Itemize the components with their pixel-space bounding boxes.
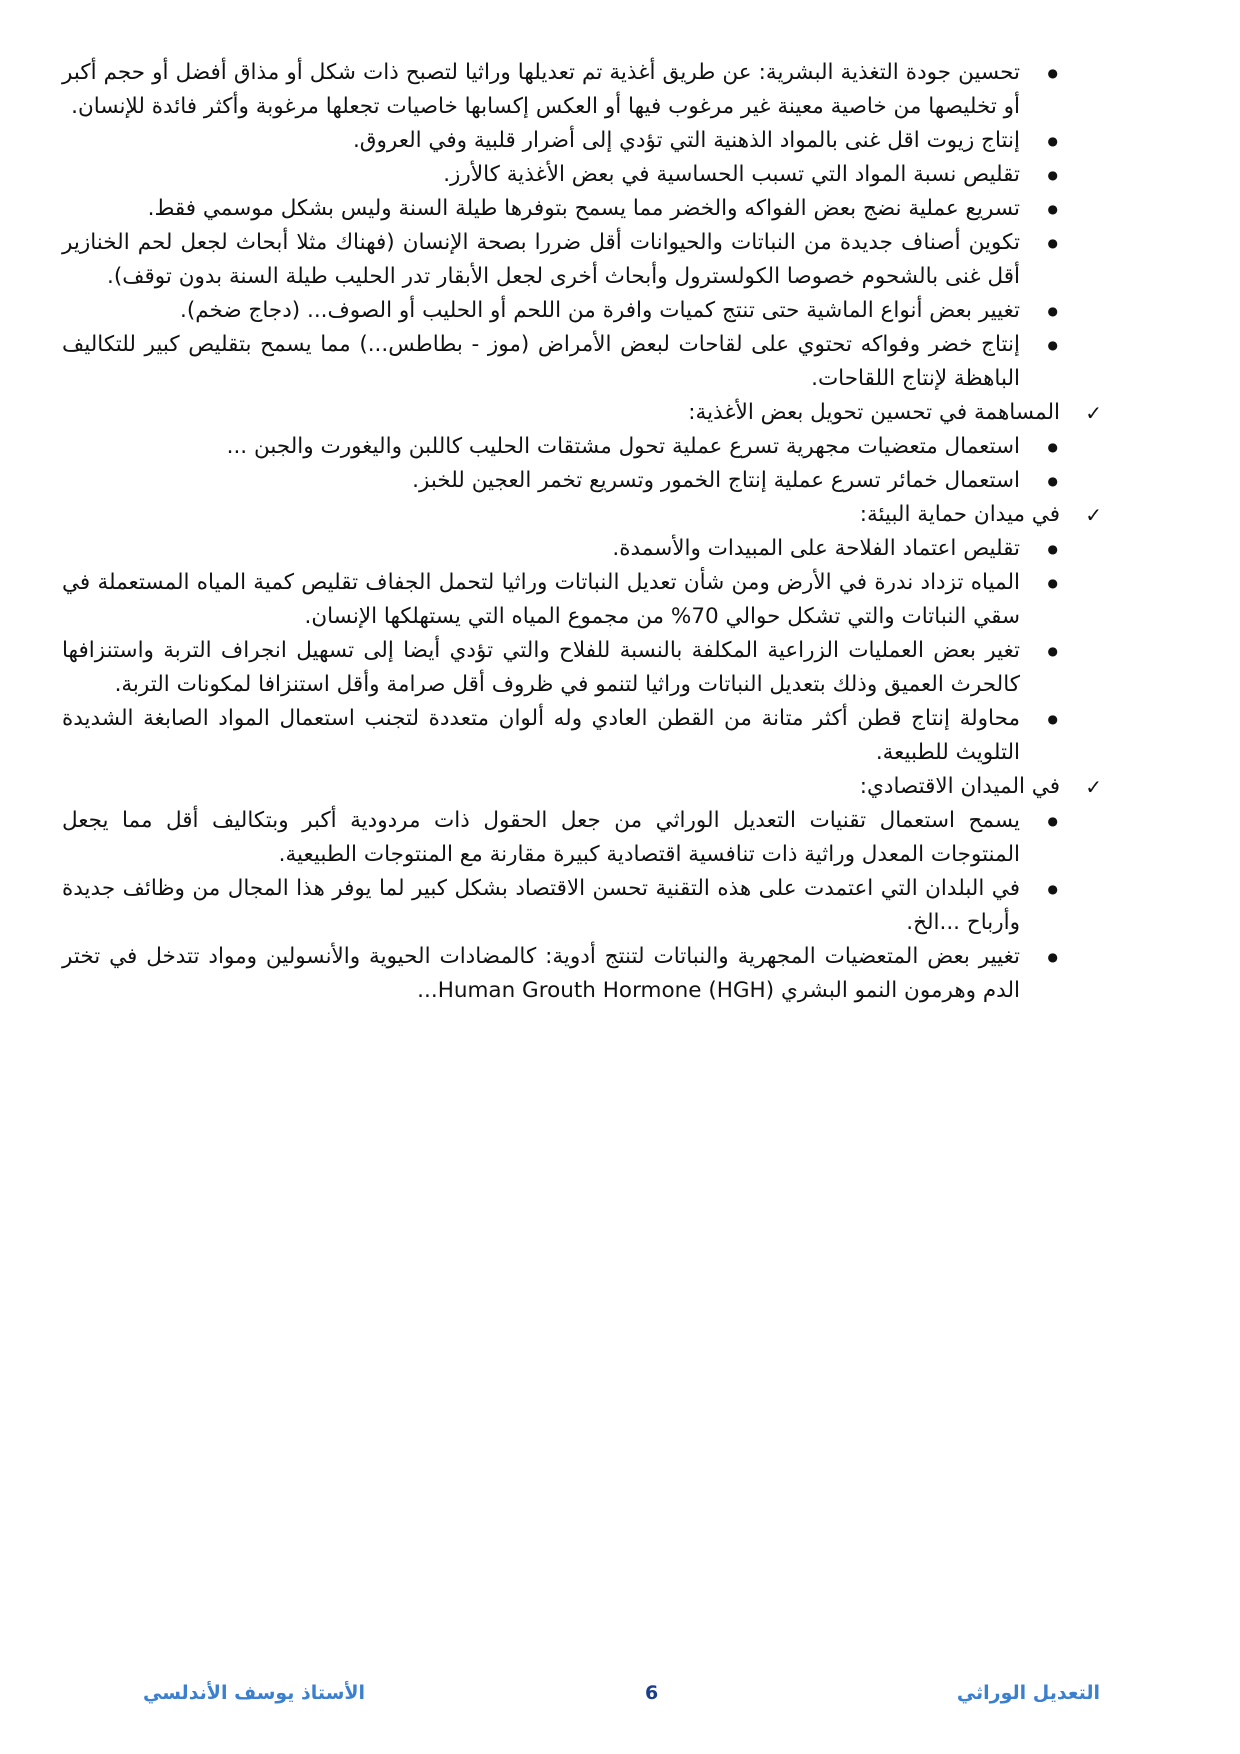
section-economy xyxy=(62,770,1102,1008)
footer-author: الأستاذ يوسف الأندلسي xyxy=(143,1682,366,1704)
list-item: ● إنتاج زيوت اقل غنى بالمواد الذهنية التي تؤدي إلى أضرار قلبية وفي العروق. xyxy=(62,124,1062,158)
list-item: ● يسمح استعمال تقنيات التعديل الوراثي من جعل الحقول ذات مردودية أكبر وبتكاليف أقل مما يجعل المنتوجات المعدل وراثية ذات تنافسية اقتصادية كبيرة مقارنة مع المنتوجات الطبيعية. xyxy=(62,804,1062,872)
list-item: ● استعمال متعضيات مجهرية تسرع عملية تحول مشتقات الحليب كاللبن واليغورت والجبن ... xyxy=(62,430,1062,464)
environment-bullet-list xyxy=(62,532,1062,770)
food-bullet-list xyxy=(62,430,1062,498)
list-item: ● تغيير بعض المتعضيات المجهرية والنباتات لتنتج أدوية: كالمضادات الحيوية والأنسولين ومواد تتدخل في تختر الدم وهرمون النمو البشري Human Grouth Hormone (HGH)... xyxy=(62,940,1062,1008)
section-heading-text: في ميدان حماية البيئة: xyxy=(859,502,1060,527)
list-item: ● تحسين جودة التغذية البشرية: عن طريق أغذية تم تعديلها وراثيا لتصبح ذات شكل أو مذاق أفضل أو حجم أكبر أو تخليصها من خاصية معينة غير مرغوب فيها أو العكس إكسابها خاصيات تجعلها مرغوبة وأكثر فائدة للإنسان. xyxy=(62,56,1062,124)
page-content xyxy=(62,56,1102,1008)
list-item: ● تغير بعض العمليات الزراعية المكلفة بالنسبة للفلاح والتي تؤدي أيضا إلى تسهيل انجراف التربة واستنزافها كالحرث العميق وذلك بتعديل النباتات وراثيا لتنمو في ظروف أقل صرامة وأقل استنزافا لمكونات التربة. xyxy=(62,634,1062,702)
list-item: ● تغيير بعض أنواع الماشية حتى تنتج كميات وافرة من اللحم أو الحليب أو الصوف... (دجاج ضخم). xyxy=(62,294,1062,328)
top-bullet-list xyxy=(62,56,1062,396)
list-item: ● إنتاج خضر وفواكه تحتوي على لقاحات لبعض الأمراض (موز - بطاطس...) مما يسمح بتقليص كبير للتكاليف الباهظة لإنتاج اللقاحات. xyxy=(62,328,1062,396)
footer-title: التعديل الوراثي xyxy=(956,1682,1100,1704)
section-heading xyxy=(62,770,1102,804)
page-footer xyxy=(0,1682,1240,1712)
list-item: ● محاولة إنتاج قطن أكثر متانة من القطن العادي وله ألوان متعددة لتجنب استعمال المواد الصابغة الشديدة التلويث للطبيعة. xyxy=(62,702,1062,770)
economy-bullet-list xyxy=(62,804,1062,1008)
section-heading xyxy=(62,498,1102,532)
checkmark-icon: ✓ xyxy=(1085,775,1102,799)
list-item: ● المياه تزداد ندرة في الأرض ومن شأن تعديل النباتات وراثيا لتحمل الجفاف تقليص كمية المياه المستعملة في سقي النباتات والتي تشكل حوالي 70% من مجموع المياه التي يستهلكها الإنسان. xyxy=(62,566,1062,634)
page-number: 6 xyxy=(645,1682,659,1704)
list-item: ● تكوين أصناف جديدة من النباتات والحيوانات أقل ضررا بصحة الإنسان (فهناك مثلا أبحاث لجعل لحم الخنازير أقل غنى بالشحوم خصوصا الكولسترول وأبحاث أخرى لجعل الأبقار تدر الحليب طيلة السنة بدون توقف). xyxy=(62,226,1062,294)
section-heading-text: في الميدان الاقتصادي: xyxy=(859,774,1060,799)
section-heading-text: المساهمة في تحسين تحويل بعض الأغذية: xyxy=(688,400,1060,425)
list-item: ● تقليص اعتماد الفلاحة على المبيدات والأسمدة. xyxy=(62,532,1062,566)
checkmark-icon: ✓ xyxy=(1085,401,1102,425)
list-item: ● تسريع عملية نضج بعض الفواكه والخضر مما يسمح بتوفرها طيلة السنة وليس بشكل موسمي فقط. xyxy=(62,192,1062,226)
list-item: ● في البلدان التي اعتمدت على هذه التقنية تحسن الاقتصاد بشكل كبير لما يوفر هذا المجال من وظائف جديدة وأرباح ...الخ. xyxy=(62,872,1062,940)
section-food-processing xyxy=(62,396,1102,498)
list-item: ● استعمال خمائر تسرع عملية إنتاج الخمور وتسريع تخمر العجين للخبز. xyxy=(62,464,1062,498)
list-item: ● تقليص نسبة المواد التي تسبب الحساسية في بعض الأغذية كالأرز. xyxy=(62,158,1062,192)
section-environment xyxy=(62,498,1102,770)
section-heading xyxy=(62,396,1102,430)
checkmark-icon: ✓ xyxy=(1085,503,1102,527)
